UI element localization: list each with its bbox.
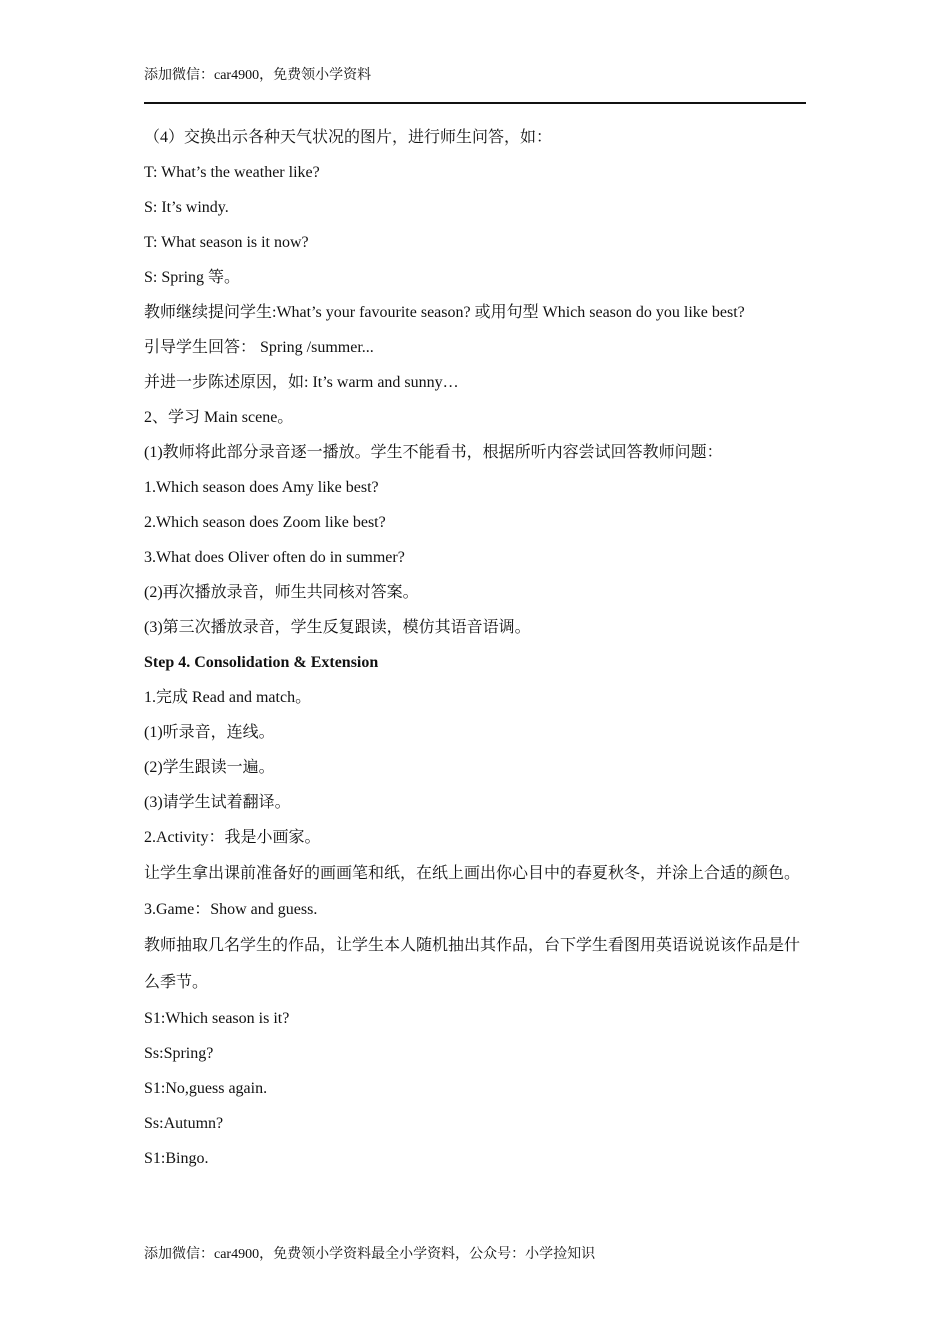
body-line: (2)学生跟读一遍。 [144,759,275,776]
body-line: Ss:Spring? [144,1045,214,1062]
body-line: Ss:Autumn? [144,1115,224,1132]
body-line: 引导学生回答： Spring /summer... [144,339,374,356]
body-line: S1:No,guess again. [144,1080,268,1097]
body-line: 2.Which season does Zoom like best? [144,514,386,531]
body-line: (1)听录音，连线。 [144,724,275,741]
body-line: S: It’s windy. [144,199,229,216]
section-heading: Step 4. Consolidation & Extension [144,654,379,671]
body-line: S1:Which season is it? [144,1010,290,1027]
body-line: S: Spring 等。 [144,269,241,286]
body-line: (3)请学生试着翻译。 [144,794,291,811]
body-paragraph: 让学生拿出课前准备好的画画笔和纸，在纸上画出你心目中的春夏秋冬，并涂上合适的颜色。 [144,865,801,882]
body-line: T: What’s the weather like? [144,164,320,181]
body-line: T: What season is it now? [144,234,309,251]
page-footer: 添加微信：car4900，免费领小学资料最全小学资料，公众号：小学捡知识 [144,1247,596,1262]
header-divider [144,102,806,104]
body-line: 1.完成 Read and match。 [144,689,312,706]
body-line: 并进一步陈述原因，如: It’s warm and sunny… [144,374,459,391]
body-line: 教师继续提问学生:What’s your favourite season? 或用句型 Which season do you like best? [144,304,745,321]
document-body [144,120,808,1176]
body-line: S1:Bingo. [144,1150,209,1167]
body-line: 3.What does Oliver often do in summer? [144,549,405,566]
body-line: （4）交换出示各种天气状况的图片，进行师生问答，如： [144,129,553,146]
body-line: 3.Game：Show and guess. [144,901,318,918]
body-line: 2.Activity：我是小画家。 [144,829,321,846]
body-line: (1)教师将此部分录音逐一播放。学生不能看书，根据所听内容尝试回答教师问题： [144,444,723,461]
body-line: 2、学习 Main scene。 [144,409,294,426]
body-line: 1.Which season does Amy like best? [144,479,379,496]
body-paragraph: 教师抽取几名学生的作品，让学生本人随机抽出其作品，台下学生看图用英语说说该作品是什么季节。 [144,937,801,991]
page-header: 添加微信：car4900，免费领小学资料 [144,68,372,83]
body-line: (3)第三次播放录音，学生反复跟读，模仿其语音语调。 [144,619,531,636]
body-line: (2)再次播放录音，师生共同核对答案。 [144,584,419,601]
